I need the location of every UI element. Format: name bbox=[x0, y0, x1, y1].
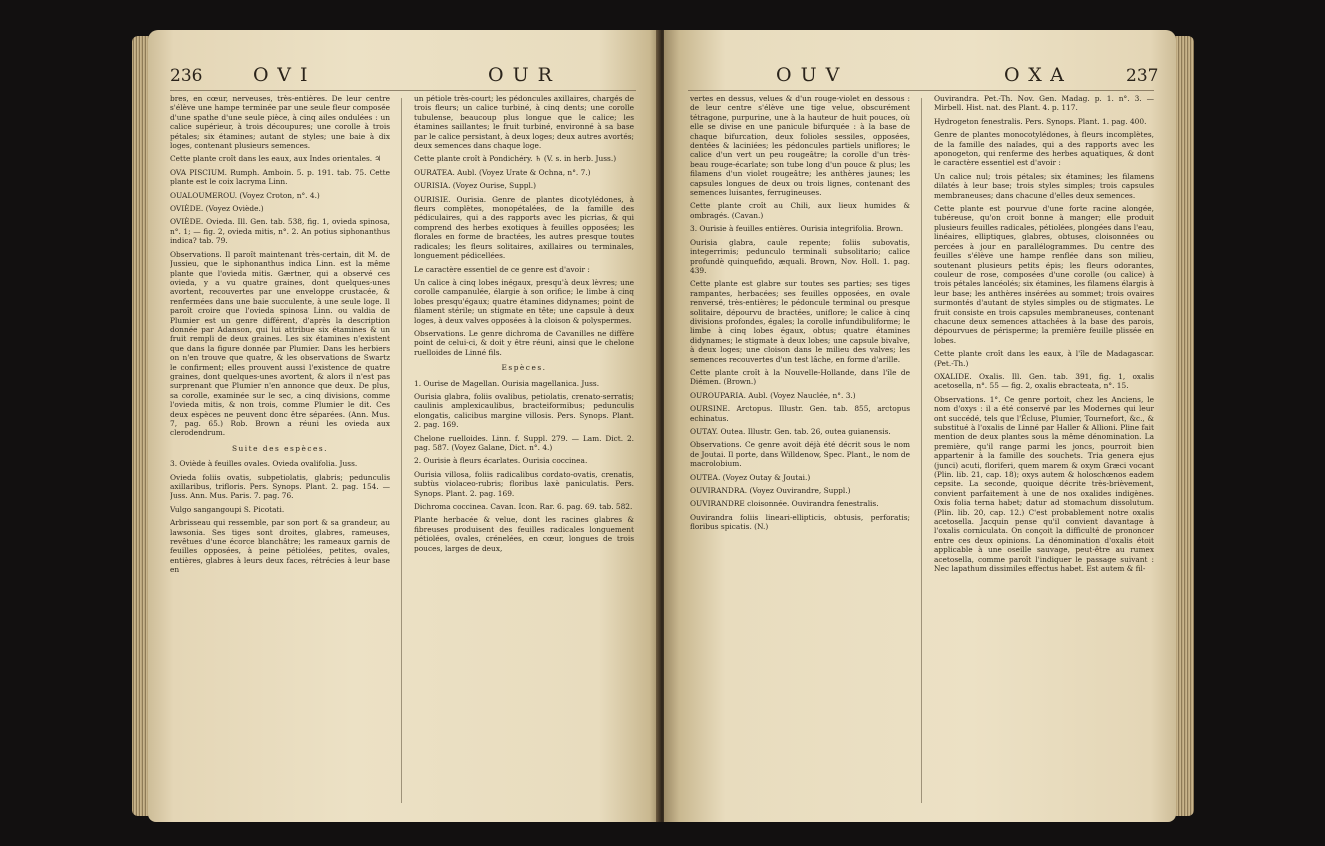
paragraph: Suite des espèces. bbox=[231, 443, 329, 453]
paragraph: Cette plante croît à la Nouvelle-Hollande, dans l'île de Diémen. (Brown.) bbox=[690, 367, 910, 387]
page-edges-right bbox=[1174, 36, 1194, 816]
column-rule bbox=[401, 98, 402, 803]
paragraph: 3. Oviède à feuilles ovales. Ovieda ovalifolia. Juss. bbox=[170, 459, 358, 469]
paragraph: OUROUPARIA. Aubl. (Voyez Nauclée, n°. 3.) bbox=[690, 390, 856, 400]
paragraph: Un calice à cinq lobes inégaux, presqu'à deux lèvres; une corolle campanulée, élargie à son orifice; le limbe à cinq lobes presqu'égaux; quatre étamines didynames; point de filament stérile; un stigmate en tête; une capsule à deux loges, à deux valves opposées à la cloison & polyspermes. bbox=[414, 277, 634, 325]
paragraph: Ourisia glabra, foliis ovalibus, petiolatis, crenato-serratis; caulinis amplexicaulibus, bracteiformibus; pedunculis elongatis, calicibus margine villosis. Pers. Synops. Plant. 2. pag. 169. bbox=[414, 391, 634, 430]
left-page bbox=[148, 30, 660, 822]
header-rule bbox=[170, 90, 636, 91]
paragraph: Hydrogeton fenestralis. Pers. Synops. Plant. 1. pag. 400. bbox=[934, 116, 1147, 126]
page-number: 237 bbox=[1126, 66, 1159, 86]
paragraph: Ourisia glabra, caule repente; foliis subovatis, integerrimis; pedunculo terminali subsolitario; calice profundè quinquefido, æquali. Brown, Nov. Holl. 1. pag. 439. bbox=[690, 237, 910, 275]
paragraph: OVIÈDE. (Voyez Oviède.) bbox=[170, 204, 264, 214]
text-column-2 bbox=[414, 94, 634, 809]
paragraph: OURISIA. (Voyez Ourise, Suppl.) bbox=[414, 181, 537, 191]
paragraph: vertes en dessus, velues & d'un rouge-violet en dessous : de leur centre s'élève une tige velue, obscurément tétragone, purpurine, une à la hauteur de huit pouces, où elle se divise en une panicule bifurquée : à la base de chaque bifurcation, deux folioles sessiles, opposées, dentées & laciniées; les pédoncules partiels uniflores; le calice d'un vert un peu rougeâtre; la corolle d'un très-beau rouge-écarlate; son tube long d'un pouce & plus; les filamens d'un violet rougeâtre; les anthères jaunes; les capsules longues de deux ou trois lignes, contenant des semences luisantes, ferrugineuses. bbox=[690, 94, 910, 198]
paragraph: Observations. Il paroît maintenant très-certain, dit M. de Jussieu, que le siphonanthus indica Linn. est la même plante que l'ovieda mitis. Gærtner, qui a observé ces ovieda, y a vu quatre graines, dont quelques-unes avortent, recouvertes par une enveloppe crustacée, & renfermées dans une baie succulente, à une seule loge. Il paroît croire que l'ovieda spinosa Linn. ou valdia de Plumier est un genre différent, d'après la description donnée par Adanson, qui lui attribue six étamines & un fruit rempli de deux graines. Les six étamines n'existent que dans la figure donnée par Plumier. Dans les herbiers on n'en trouve que quatre, & les observations de Swartz le confirment; elles prouvent aussi l'existence de quatre graines, dont quelques-unes avortent, & alors il n'est pas surprenant que Plumier n'en annonce que deux. De plus, sa corolle, examinée sur le sec, a cinq divisions, comme l'ovieda mitis, & non trois, comme Plumier le dit. Ces deux espèces ne peuvent donc être séparées. (Ann. Mus. 7, pag. 65.) Rob. Brown a réuni les ovieda aux clerodendrum. bbox=[170, 249, 390, 438]
header-rule bbox=[688, 90, 1154, 91]
paragraph: Genre de plantes monocotylédones, à fleurs incomplètes, de la famille des naïades, qui a des rapports avec les aponogeton, qui renferme des herbes aquatiques, & dont le caractère essentiel est d'avoir : bbox=[934, 130, 1154, 168]
paragraph: Chelone ruelloides. Linn. f. Suppl. 279. — Lam. Dict. 2. pag. 587. (Voyez Galane, Dict. n°. 4.) bbox=[414, 433, 634, 452]
paragraph: Ovieda foliis ovatis, subpetiolatis, glabris; pedunculis axillaribus, trifloris. Pers. Synops. Plant. 2. pag. 154. — Juss. Ann. Mus. Paris. 7. pag. 76. bbox=[170, 472, 390, 501]
paragraph: OVIÈDE. Ovieda. Ill. Gen. tab. 538, fig. 1, ovieda spinosa, n°. 1; — fig. 2, ovieda mitis, n°. 2. An potius siphonanthus indica? tab. 79. bbox=[170, 217, 390, 246]
paragraph: OURISIE. Ourisia. Genre de plantes dicotylédones, à fleurs complètes, monopétalées, de la famille des pédiculaires, qui a des rapports avec les picrias, & qui comprend des herbes exotiques à feuilles opposées; les florales en forme de bractées, les autres presque toutes radicales; les fleurs solitaires, axillaires ou terminales, longuement pédicellées. bbox=[414, 194, 634, 261]
paragraph: OUVIRANDRA. (Voyez Ouvirandre, Suppl.) bbox=[690, 486, 851, 496]
paragraph: OUTAY. Outea. Illustr. Gen. tab. 26, outea guianensis. bbox=[690, 427, 891, 436]
paragraph: Cette plante est pourvue d'une forte racine alongée, tubéreuse, qu'on croit bonne à manger; elle produit plusieurs feuilles radicales, pétiolées, plongées dans l'eau, linéaires, elliptiques, glabres, obtuses, cloisonnées ou percées à jour en parallélogrammes. Du centre des feuilles s'élève une hampe renflée dans son milieu, soutenant plusieurs petits épis; les fleurs odorantes, couleur de rose, composées d'une corolle (ou calice) à trois pétales lancéolés; six étamines, les filamens élargis à leur base; les anthères insérées au sommet; trois ovaires surmontés d'autant de styles simples ou de stigmates. Le fruit consiste en trois capsules membraneuses, contenant chacune deux semences attachées à la base des parois, dépourvues de périsperme; la première feuille plissée en lobes. bbox=[934, 204, 1154, 345]
paragraph: OUTEA. (Voyez Outay & Joutai.) bbox=[690, 472, 811, 482]
paragraph: Espèces. bbox=[501, 363, 547, 373]
paragraph: Arbrisseau qui ressemble, par son port & sa grandeur, au lawsonia. Ses tiges sont droites, glabres, rameuses, revêtues d'une écorce blanchâtre; les rameaux garnis de feuilles opposées, à peine pétiolées, petites, ovales, entières, glabres à leurs deux faces, rétrécies à leur base en bbox=[170, 518, 390, 575]
text-column-1 bbox=[170, 94, 390, 809]
right-page bbox=[664, 30, 1176, 822]
running-head-left: OUV bbox=[776, 64, 849, 86]
paragraph: Observations. 1°. Ce genre portoit, chez les Anciens, le nom d'oxys : il a été conservé par les Modernes qui leur ont succédé, tels que l'Écluse, Plumier, Tournefort, &c., & substitué à l'oxalis de Linné par Haller & Allioni. Pline fait mention de deux plantes sous la même dénomination. La première, qu'il range parmi les joncs, pourroit bien appartenir à la famille des souchets. Tria genera ejus (junci) acuti, floriferi, quem marem & oxym Græci vocant (Plin. lib. 21, cap. 18); oxys autem & holoschœnos eadem cepsite. La seconde, quoique décrite très-brièvement, convient parfaitement à une de nos oxalides indigènes. Oxis folia terna habet; datur ad stomachum dissolutum. (Plin. lib. 20, cap. 12.) C'est probablement notre oxalis acetosella. Jacquin pense qu'il convient davantage à l'oxalis corniculata. On conçoit la difficulté de prononcer entre ces deux opinions. La dénomination d'oxalis étoit applicable à une oseille sauvage, peut-être au rumex acetosella, comme paroît l'indiquer le passage suivant : Nec lapathum dissimiles effectus habet. Est autem & fil- bbox=[934, 394, 1154, 574]
paragraph: Cette plante croît au Chili, aux lieux humides & ombragés. (Cavan.) bbox=[690, 201, 910, 220]
paragraph: Cette plante croît à Pondichéry. ♄ (V. s. in herb. Juss.) bbox=[414, 154, 617, 164]
paragraph: OXALIDE. Oxalis. Ill. Gen. tab. 391, fig. 1, oxalis acetosella, n°. 55 — fig. 2, oxalis ebracteata, n°. 15. bbox=[934, 371, 1154, 391]
paragraph: OURSINE. Arctopus. Illustr. Gen. tab. 855, arctopus echinatus. bbox=[690, 404, 910, 423]
paragraph: Cette plante est glabre sur toutes ses parties; ses tiges rampantes, herbacées; ses feuilles opposées, en ovale renversé, très-entières; le pédoncule terminal ou presque solitaire, dépourvu de bractées, uniflore; le calice à cinq divisions profondes, égales; la corolle infundibuliforme; le limbe à cinq lobes égaux, obtus; quatre étamines didynames; le stigmate à deux lobes; une capsule bivalve, à deux loges; une cloison dans le milieu des valves; les semences recouvertes d'un test lâche, en forme d'arille. bbox=[690, 279, 910, 364]
paragraph: Ouvirandra foliis lineari-ellipticis, obtusis, perforatis; floribus spicatis. (N.) bbox=[690, 512, 910, 532]
paragraph: Observations. Le genre dichroma de Cavanilles ne diffère point de celui-ci, & doit y être réuni, ainsi que le chelone ruelloides de Linné fils. bbox=[414, 328, 634, 357]
paragraph: Observations. Ce genre avoit déjà été décrit sous le nom de Joutai. Il porte, dans Willdenow, Spec. Plant., le nom de macrolobium. bbox=[690, 440, 910, 469]
paragraph: Dichroma coccinea. Cavan. Icon. Rar. 6. pag. 69. tab. 582. bbox=[414, 502, 633, 512]
paragraph: Cette plante croît dans les eaux, à l'île de Madagascar. (Pet.-Th.) bbox=[934, 349, 1154, 368]
paragraph: Le caractère essentiel de ce genre est d'avoir : bbox=[414, 264, 590, 274]
paragraph: 2. Ourisie à fleurs écarlates. Ourisia coccinea. bbox=[414, 456, 588, 466]
text-column-2 bbox=[934, 94, 1154, 809]
paragraph: OURATEA. Aubl. (Voyez Urate & Ochna, n°. 7.) bbox=[414, 167, 591, 177]
running-head-right: OUR bbox=[488, 64, 561, 86]
paragraph: OVA PISCIUM. Rumph. Amboin. 5. p. 191. tab. 75. Cette plante est le coix lacryma Linn. bbox=[170, 167, 390, 187]
paragraph: OUVIRANDRE cloisonnée. Ouvirandra fenestralis. bbox=[690, 499, 879, 509]
text-column-1 bbox=[690, 94, 910, 809]
running-head-left: OVI bbox=[253, 64, 317, 86]
paragraph: Ourisia villosa, foliis radicalibus cordato-ovatis, crenatis, subtùs violaceo-rubris; floribus laxè paniculatis. Pers. Synops. Plant. 2. pag. 169. bbox=[414, 469, 634, 498]
page-number: 236 bbox=[170, 66, 203, 86]
running-head-right: OXA bbox=[1004, 64, 1073, 86]
paragraph: 1. Ourise de Magellan. Ourisia magellanica. Juss. bbox=[414, 378, 600, 388]
paragraph: Ouvirandra. Pet.-Th. Nov. Gen. Madag. p. 1. n°. 3. — Mirbell. Hist. nat. des Plant. 4. p. 117. bbox=[934, 94, 1154, 113]
paragraph: Cette plante croît dans les eaux, aux Indes orientales. ♃ bbox=[170, 154, 382, 164]
paragraph: 3. Ourisie à feuilles entières. Ourisia integrifolia. Brown. bbox=[690, 224, 904, 234]
column-rule bbox=[921, 98, 922, 803]
paragraph: Plante herbacée & velue, dont les racines glabres & fibreuses produisent des feuilles radicales longuement pétiolées, ovales, crénelées, en cœur, longues de trois pouces, larges de deux, bbox=[414, 515, 634, 553]
paragraph: bres, en cœur, nerveuses, très-entières. De leur centre s'élève une hampe terminée par une seule fleur composée d'une spathe d'une seule pièce, à cinq ailes ondulées : un calice supérieur, à trois découpures; une corolle à trois pétales; six étamines; autant de styles; une baie à dix loges, contenant plusieurs semences. bbox=[170, 94, 390, 151]
open-book bbox=[148, 30, 1176, 822]
paragraph: Un calice nul; trois pétales; six étamines; les filamens dilatés à leur base; trois styles simples; trois capsules membraneuses; dans chacune d'elles deux semences. bbox=[934, 171, 1154, 200]
paragraph: Vulgo sangangoupi S. Picotati. bbox=[170, 504, 285, 514]
paragraph: un pétiole très-court; les pédoncules axillaires, chargés de trois fleurs; un calice turbiné, à cinq dents; une corolle tubulense, beaucoup plus longue que le calice; les étamines saillantes; le fruit turbiné, environné à sa base par le calice persistant, à deux loges; deux autres avortés; deux semences dans chaque loge. bbox=[414, 94, 634, 151]
paragraph: OUALOUMEROU. (Voyez Croton, n°. 4.) bbox=[170, 190, 320, 200]
